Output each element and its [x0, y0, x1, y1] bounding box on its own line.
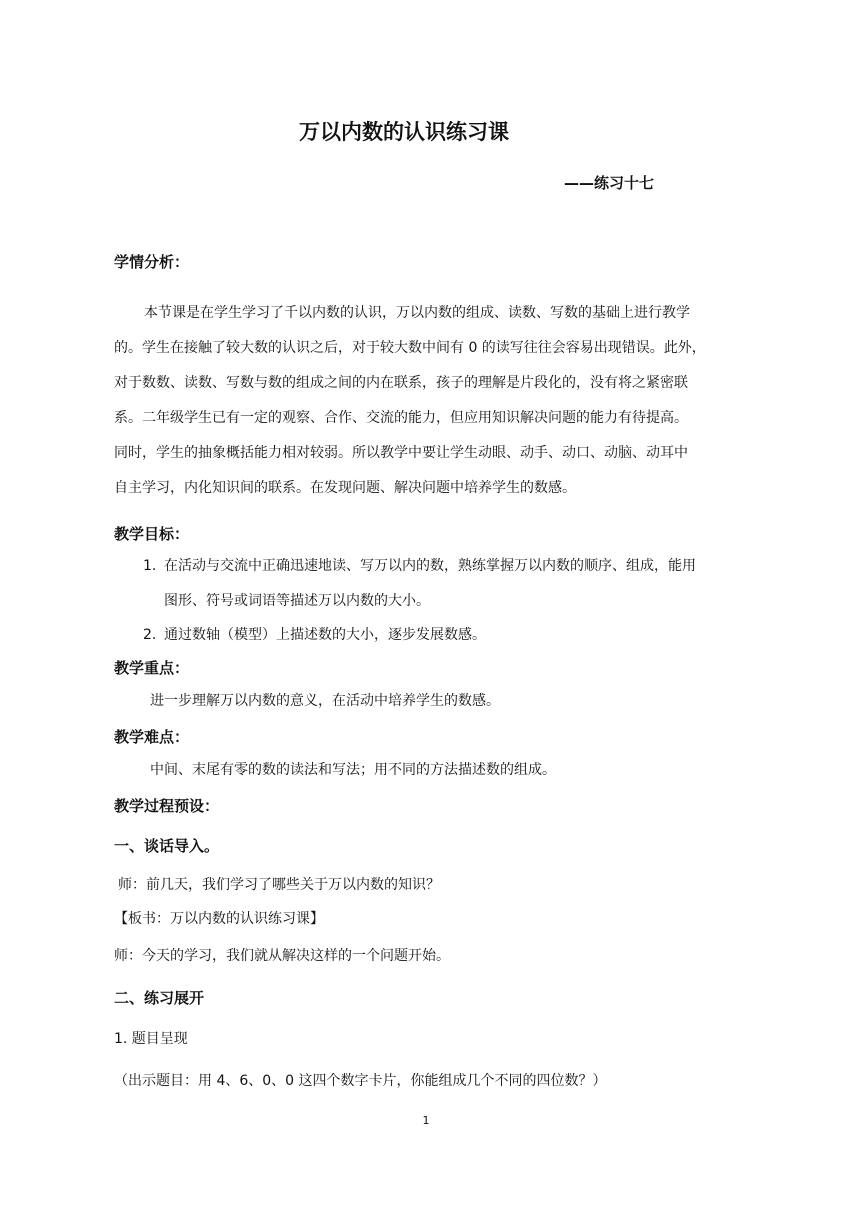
section1-line: 师：今天的学习，我们就从解决这样的一个问题开始。 [114, 948, 450, 964]
section2-item: 1. 题目呈现 [114, 1031, 188, 1047]
analysis-line: 本节课是在学生学习了千以内数的认识，万以内数的组成、读数、写数的基础上进行教学 [144, 305, 690, 321]
section1-heading: 一、谈话导入。 [114, 837, 220, 855]
analysis-paragraph [114, 296, 748, 506]
section1-line: 【板书：万以内数的认识练习课】 [114, 911, 324, 927]
goal-item-text-continued: 图形、符号或词语等描述万以内数的大小。 [164, 593, 430, 609]
goals-heading: 教学目标： [114, 525, 190, 543]
analysis-line: 的。学生在接触了较大数的认识之后，对于较大数中间有 0 的读写往往会容易出现错误。此外， [114, 340, 706, 356]
section1-line: 师：前几天，我们学习了哪些关于万以内数的知识？ [118, 877, 440, 893]
process-heading: 教学过程预设： [114, 797, 220, 815]
page-number: 1 [422, 1114, 430, 1127]
analysis-heading: 学情分析： [114, 253, 190, 271]
difficulties-text: 中间、末尾有零的数的读法和写法；用不同的方法描述数的组成。 [150, 762, 556, 778]
analysis-line: 自主学习，内化知识间的联系。在发现问题、解决问题中培养学生的数感。 [114, 480, 576, 496]
analysis-line: 对于数数、读数、写数与数的组成之间的内在联系，孩子的理解是片段化的，没有将之紧密联 [114, 375, 688, 391]
goal-item-number: 2. [143, 627, 157, 643]
goal-item-text: 通过数轴（模型）上描述数的大小，逐步发展数感。 [164, 627, 486, 643]
analysis-line: 同时，学生的抽象概括能力相对较弱。所以教学中要让学生动眼、动手、动口、动脑、动耳中 [114, 445, 688, 461]
goal-item-text: 在活动与交流中正确迅速地读、写万以内的数，熟练掌握万以内数的顺序、组成，能用 [164, 558, 696, 574]
document-title: 万以内数的认识练习课 [299, 120, 509, 144]
key-points-text: 进一步理解万以内数的意义，在活动中培养学生的数感。 [150, 693, 500, 709]
difficulties-heading: 教学难点： [114, 728, 190, 746]
goal-item-number: 1. [143, 558, 157, 574]
document-subtitle: ——练习十七 [564, 174, 655, 192]
section2-item-description: （出示题目：用 4、6、0、0 这四个数字卡片，你能组成几个不同的四位数？） [114, 1073, 607, 1089]
key-points-heading: 教学重点： [114, 659, 190, 677]
section2-heading: 二、练习展开 [114, 989, 205, 1007]
analysis-line: 系。二年级学生已有一定的观察、合作、交流的能力，但应用知识解决问题的能力有待提高。 [114, 410, 688, 426]
